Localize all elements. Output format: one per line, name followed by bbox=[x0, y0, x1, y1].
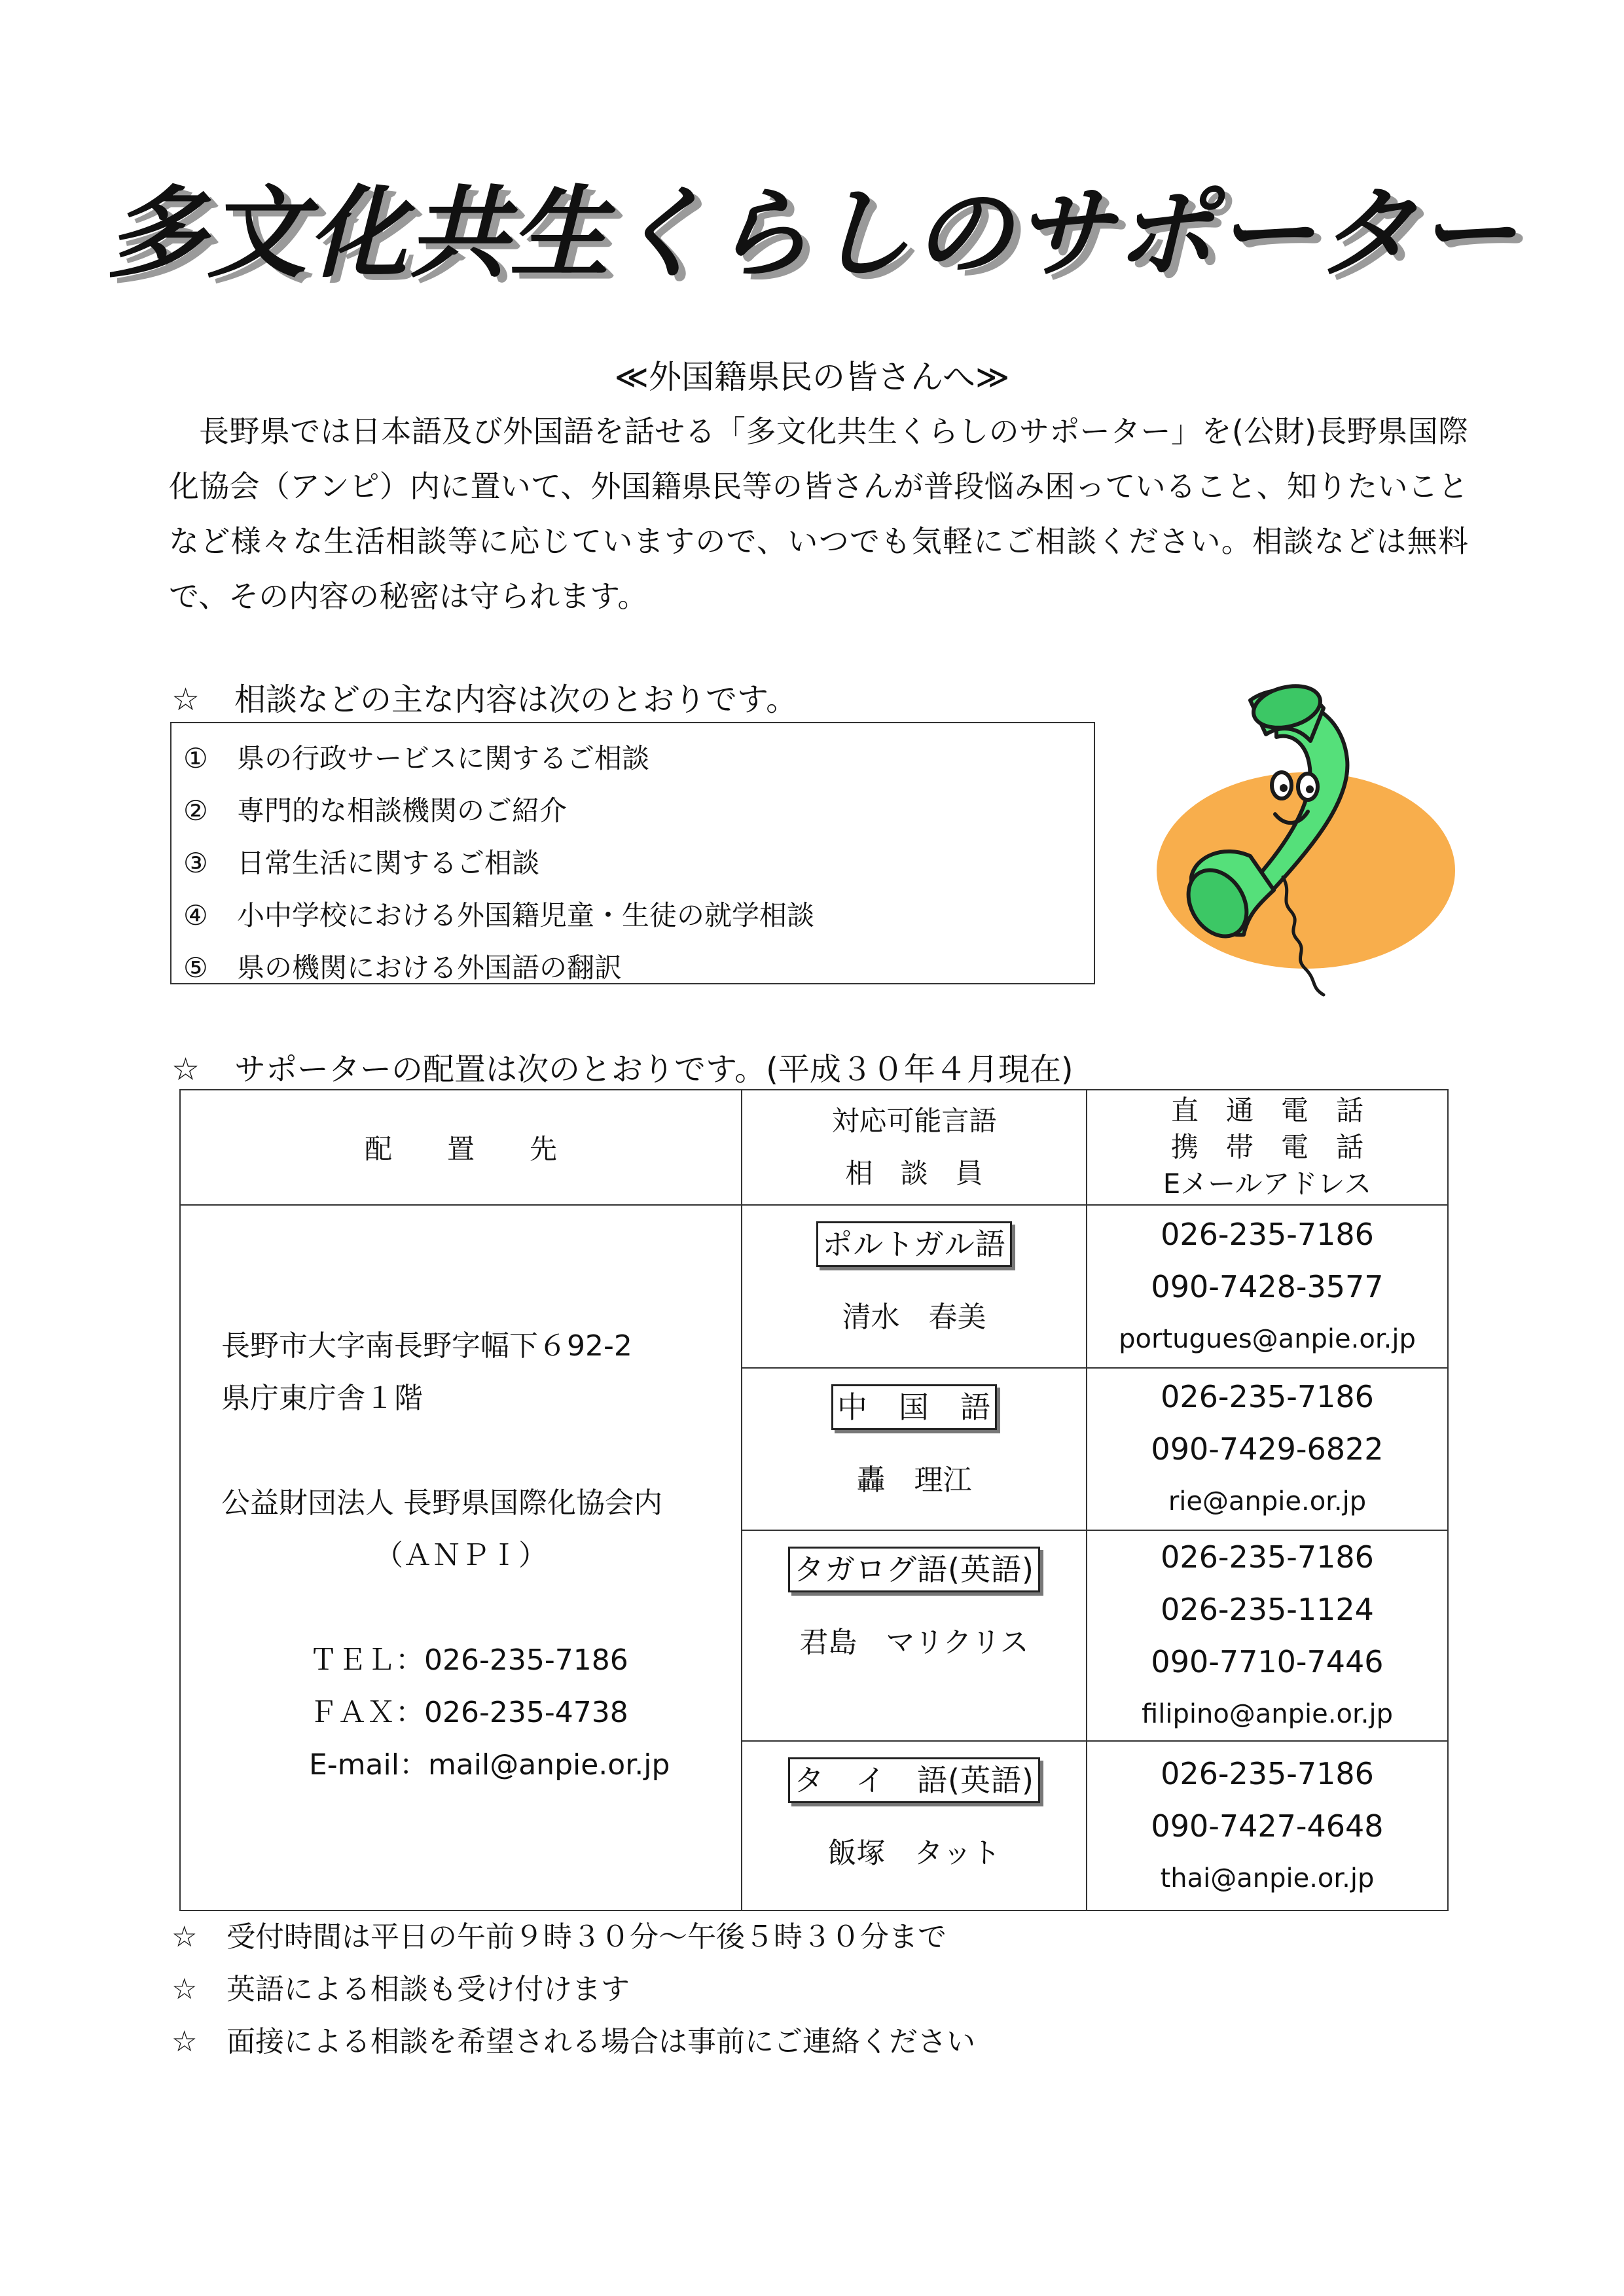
email-address: filipino@anpie.or.jp bbox=[1142, 1699, 1393, 1729]
star-icon: ☆ bbox=[171, 1973, 198, 2006]
consult-heading-text: 相談などの主な内容は次のとおりです。 bbox=[234, 681, 798, 718]
intro-paragraph: 長野県では日本語及び外国語を話せる「多文化共生くらしのサポーター」を(公財)長野県国際化協会（アンピ）内に置いて、外国籍県民等の皆さんが普段悩み困っていること、知りたいことなど様々な生活相談等に応じていますので、いつでも気軽にご相談ください。相談などは無料で、その内容の秘密は守られます。 bbox=[169, 414, 1468, 614]
consult-items-box bbox=[170, 722, 1095, 984]
supporter-name: 君島 マリクリス bbox=[799, 1626, 1029, 1659]
organization-abbr: （ＡＮＰＩ） bbox=[374, 1539, 547, 1572]
contact-cell bbox=[1087, 1530, 1448, 1741]
language-cell bbox=[742, 1530, 1087, 1741]
language-cell bbox=[742, 1368, 1087, 1530]
mobile-phone: 090-7427-4648 bbox=[1151, 1808, 1384, 1844]
language-cell bbox=[742, 1741, 1087, 1910]
language-label: 中 国 語 bbox=[831, 1384, 997, 1430]
header-language-line1: 対応可能言語 bbox=[831, 1105, 997, 1137]
contact-cell bbox=[1087, 1741, 1448, 1910]
item-number: ① bbox=[183, 742, 208, 774]
item-number: ② bbox=[183, 795, 208, 827]
direct-phone: 026-235-7186 bbox=[1161, 1539, 1374, 1575]
consult-item bbox=[183, 942, 1094, 994]
email-address: thai@anpie.or.jp bbox=[1160, 1863, 1375, 1893]
star-icon: ☆ bbox=[171, 1920, 198, 1954]
address-cell bbox=[180, 1205, 742, 1910]
item-text: 日常生活に関するご相談 bbox=[237, 847, 540, 879]
direct-phone-2: 026-235-1124 bbox=[1161, 1592, 1374, 1627]
table-row bbox=[180, 1205, 1448, 1368]
item-text: 県の機関における外国語の翻訳 bbox=[237, 952, 623, 984]
item-number: ③ bbox=[183, 847, 208, 879]
direct-phone: 026-235-7186 bbox=[1161, 1379, 1374, 1414]
header-contact bbox=[1087, 1090, 1448, 1205]
header-contact-line1: 直 通 電 話 bbox=[1170, 1094, 1363, 1126]
footnote-text: 面接による相談を希望される場合は事前にご連絡ください bbox=[226, 2025, 975, 2058]
table-header-row bbox=[180, 1090, 1448, 1205]
consult-item bbox=[183, 785, 1094, 837]
consult-item bbox=[183, 837, 1094, 889]
direct-phone: 026-235-7186 bbox=[1161, 1755, 1374, 1791]
organization-name: 公益財団法人 長野県国際化協会内 bbox=[221, 1486, 662, 1520]
header-contact-line2: 携 帯 電 話 bbox=[1170, 1131, 1363, 1163]
supporter-name: 清水 春美 bbox=[842, 1300, 986, 1334]
placement-heading bbox=[171, 1044, 1074, 1089]
address-line: 長野市大字南長野字幅下６92-2 bbox=[221, 1329, 632, 1363]
email-address: portugues@anpie.or.jp bbox=[1119, 1323, 1416, 1354]
contact-cell bbox=[1087, 1205, 1448, 1368]
address-line: 県庁東庁舎１階 bbox=[221, 1382, 423, 1415]
email-address: rie@anpie.or.jp bbox=[1168, 1486, 1367, 1516]
item-number: ④ bbox=[183, 899, 208, 931]
header-contact-line3: Eメールアドレス bbox=[1163, 1168, 1372, 1200]
email-address: E-mail：mail@anpie.or.jp bbox=[309, 1748, 670, 1782]
footnote-text: 英語による相談も受け付けます bbox=[226, 1973, 630, 2006]
mobile-phone: 090-7429-6822 bbox=[1151, 1431, 1384, 1467]
star-icon: ☆ bbox=[171, 681, 200, 718]
header-language-line2: 相 談 員 bbox=[845, 1157, 983, 1189]
item-number: ⑤ bbox=[183, 952, 208, 984]
fax-number: ＦＡＸ：026-235-4738 bbox=[309, 1696, 628, 1729]
footnote bbox=[171, 1911, 975, 1964]
language-label: ポルトガル語 bbox=[816, 1221, 1012, 1267]
star-icon: ☆ bbox=[171, 1051, 200, 1088]
supporter-name: 轟 理江 bbox=[856, 1463, 972, 1497]
page-title: 多文化共生くらしのサポーター bbox=[106, 175, 1518, 291]
item-text: 小中学校における外国籍児童・生徒の就学相談 bbox=[237, 899, 815, 931]
consult-heading bbox=[171, 674, 797, 719]
item-text: 専門的な相談機関のご紹介 bbox=[237, 795, 568, 827]
star-icon: ☆ bbox=[171, 2025, 198, 2058]
supporter-name: 飯塚 タット bbox=[827, 1837, 1001, 1870]
header-placement: 配 置 先 bbox=[180, 1090, 742, 1205]
language-label: タガログ語(英語) bbox=[788, 1547, 1040, 1592]
mobile-phone: 090-7428-3577 bbox=[1151, 1268, 1384, 1304]
header-language bbox=[742, 1090, 1087, 1205]
consult-item bbox=[183, 889, 1094, 942]
footnote bbox=[171, 2016, 975, 2068]
footnotes bbox=[171, 1911, 975, 2068]
contact-cell bbox=[1087, 1368, 1448, 1530]
consult-item bbox=[183, 732, 1094, 785]
supporter-table bbox=[179, 1089, 1449, 1911]
footnote-text: 受付時間は平日の午前９時３０分～午後５時３０分まで bbox=[226, 1920, 947, 1954]
footnote bbox=[171, 1964, 975, 2016]
language-label: タ イ 語(英語) bbox=[788, 1757, 1040, 1803]
language-cell bbox=[742, 1205, 1087, 1368]
placement-heading-text: サポーターの配置は次のとおりです。(平成３０年４月現在) bbox=[234, 1051, 1074, 1088]
telephone-icon bbox=[1152, 681, 1460, 1008]
tel-number: ＴＥＬ：026-235-7186 bbox=[309, 1643, 628, 1677]
page-subtitle: ≪外国籍県民の皆さんへ≫ bbox=[614, 358, 1010, 396]
mobile-phone: 090-7710-7446 bbox=[1151, 1644, 1384, 1679]
item-text: 県の行政サービスに関するご相談 bbox=[237, 742, 650, 774]
direct-phone: 026-235-7186 bbox=[1161, 1216, 1374, 1252]
